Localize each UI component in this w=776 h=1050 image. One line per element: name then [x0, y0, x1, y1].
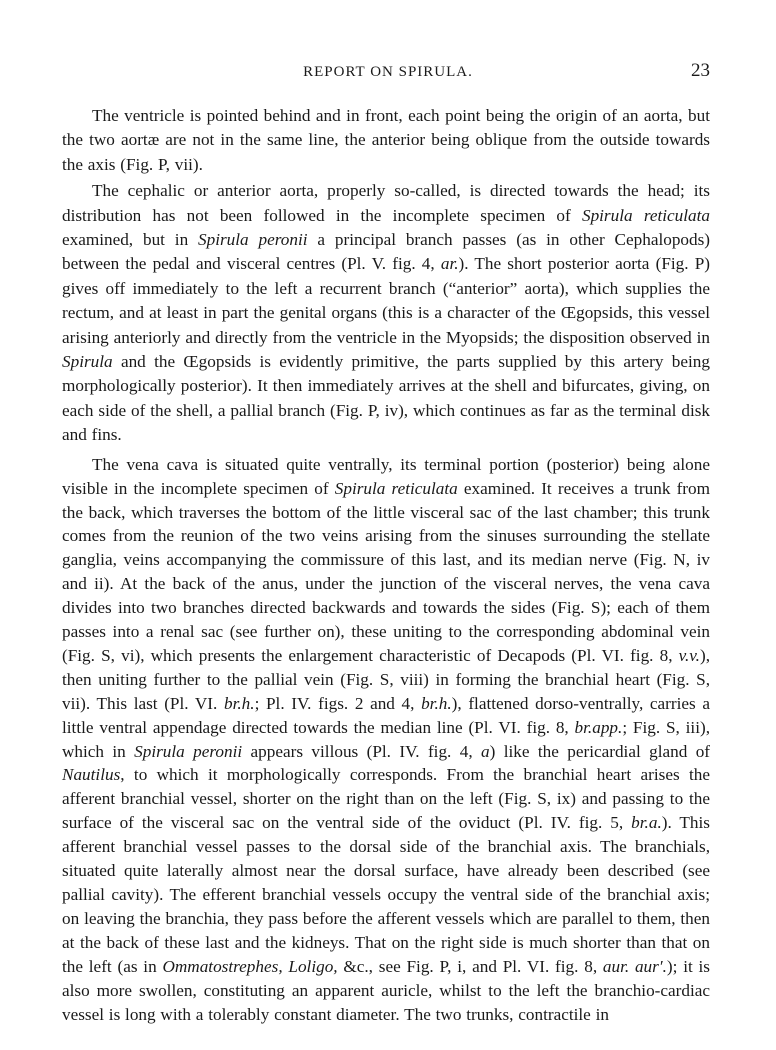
text-run: , to which it morphologically corresponds. From the branchial heart arises the afferent branchial vessel, shorter on the right than on the left (Fig. S, ix) and passing to the surface of the visceral sac on the ventral side of the oviduct (Pl. IV. fig. 5, — [62, 765, 710, 833]
text-run: ; Fig. S, iii), which in — [62, 717, 711, 761]
body-text — [62, 104, 710, 1026]
running-title: REPORT ON SPIRULA. — [303, 64, 473, 80]
italic-term: Nautilus — [62, 765, 121, 785]
italic-term: br.h. — [421, 693, 452, 713]
text-run: and the Œgopsids is evidently primitive, the parts supplied by this artery being morphologically posterior). It then immediately arrives at the shell and bifurcates, giving, on each side of the shell, a pallial branch (Fig. P, iv), which continues as far as the terminal disk and fins. — [62, 352, 710, 445]
text-run: appears villous (Pl. IV. fig. 4, — [242, 741, 482, 761]
text-run: a principal branch passes (as in other Cephalopods) between the pedal and visceral centres (Pl. V. fig. 4, — [62, 230, 711, 274]
text-run: The ventricle is pointed behind and in front, each point being the origin of an aorta, but the two aortæ are not in the same line, the anterior being oblique from the outside towards the axis (Fig. P, vii). — [62, 106, 710, 174]
text-run: ); it is also more swollen, constituting an apparent auricle, whilst to the left the branchio-cardiac vessel is long with a tolerably constant diameter. The two trunks, contractile in — [62, 956, 710, 1024]
italic-term: br.a. — [631, 813, 662, 833]
italic-term: Spirula reticulata — [334, 478, 458, 498]
italic-term: v.v. — [678, 645, 700, 665]
text-run: ) like the pericardial gland of — [489, 741, 711, 761]
italic-term: aur. aur′. — [602, 956, 667, 976]
text-run: ). The short posterior aorta (Fig. P) gives off immediately to the left a recurrent branch (“anterior” aorta), which supplies the rectum, and at least in part the genital organs (this is a character of the Œgopsids, this vessel arising anteriorly and directly from the ventricle in the Myopsids; the disposition observed in — [62, 254, 710, 347]
text-run: ), flattened dorso-ventrally, carries a little ventral appendage directed towards the median line (Pl. VI. fig. 8, — [62, 693, 710, 737]
text-run: examined. It receives a trunk from the back, which traverses the bottom of the little visceral sac of the last chamber; this trunk comes from the reunion of the two veins arising from the sinuses surrounding the stellate ganglia, veins accompanying the commissure of this last, and its median nerve (Fig. N, iv and ii). At the back of the anus, under the junction of the visceral nerves, the vena cava divides into two branches directed backwards and towards the sides (Fig. S); each of them passes into a renal sac (see further on), these uniting to the corresponding abdominal vein (Fig. S, vi), which presents the enlargement characteristic of Decapods (Pl. VI. fig. 8, — [62, 478, 710, 665]
text-run: ). This afferent branchial vessel passes to the dorsal side of the branchial axis. The branchials, situated quite laterally almost near the dorsal surface, have already been described (see pallial cavity). The efferent branchial vessels occupy the ventral side of the branchial axis; on leaving the branchia, they pass before the afferent vessels which are parallel to them, then at the back of these last and the kidneys. That on the right side is much shorter than that on the left (as in — [62, 813, 710, 976]
italic-term: Spirula — [62, 352, 113, 372]
paragraph-2 — [62, 179, 710, 447]
page-number: 23 — [691, 60, 710, 81]
italic-term: Spirula reticulata — [581, 205, 711, 225]
text-run: ; Pl. IV. figs. 2 and 4, — [254, 693, 422, 713]
paragraph-1 — [62, 104, 710, 177]
italic-term: br.h. — [223, 693, 255, 713]
italic-term: a — [481, 741, 490, 761]
paragraph-3 — [62, 453, 710, 1027]
italic-term: Ommatostrephes, Loligo, — [162, 956, 338, 976]
page-header — [0, 60, 776, 86]
text-run: The cephalic or anterior aorta, properly so-called, is directed towards the head; its distribution has not been followed in the incomplete specimen of — [62, 181, 710, 225]
text-run: examined, but in — [62, 230, 199, 250]
text-run: ), then uniting further to the pallial vein (Fig. S, viii) in forming the branchial heart (Fig. S, vii). This last (Pl. VI. — [62, 645, 710, 713]
text-run: &c., see Fig. P, i, and Pl. VI. fig. 8, — [337, 956, 603, 976]
text-run: The vena cava is situated quite ventrally, its terminal portion (posterior) being alone visible in the incomplete specimen of — [62, 454, 710, 498]
italic-term: Spirula peronii — [134, 741, 243, 761]
italic-term: br.app. — [574, 717, 623, 737]
italic-term: ar. — [440, 254, 459, 274]
italic-term: Spirula peronii — [198, 230, 308, 250]
